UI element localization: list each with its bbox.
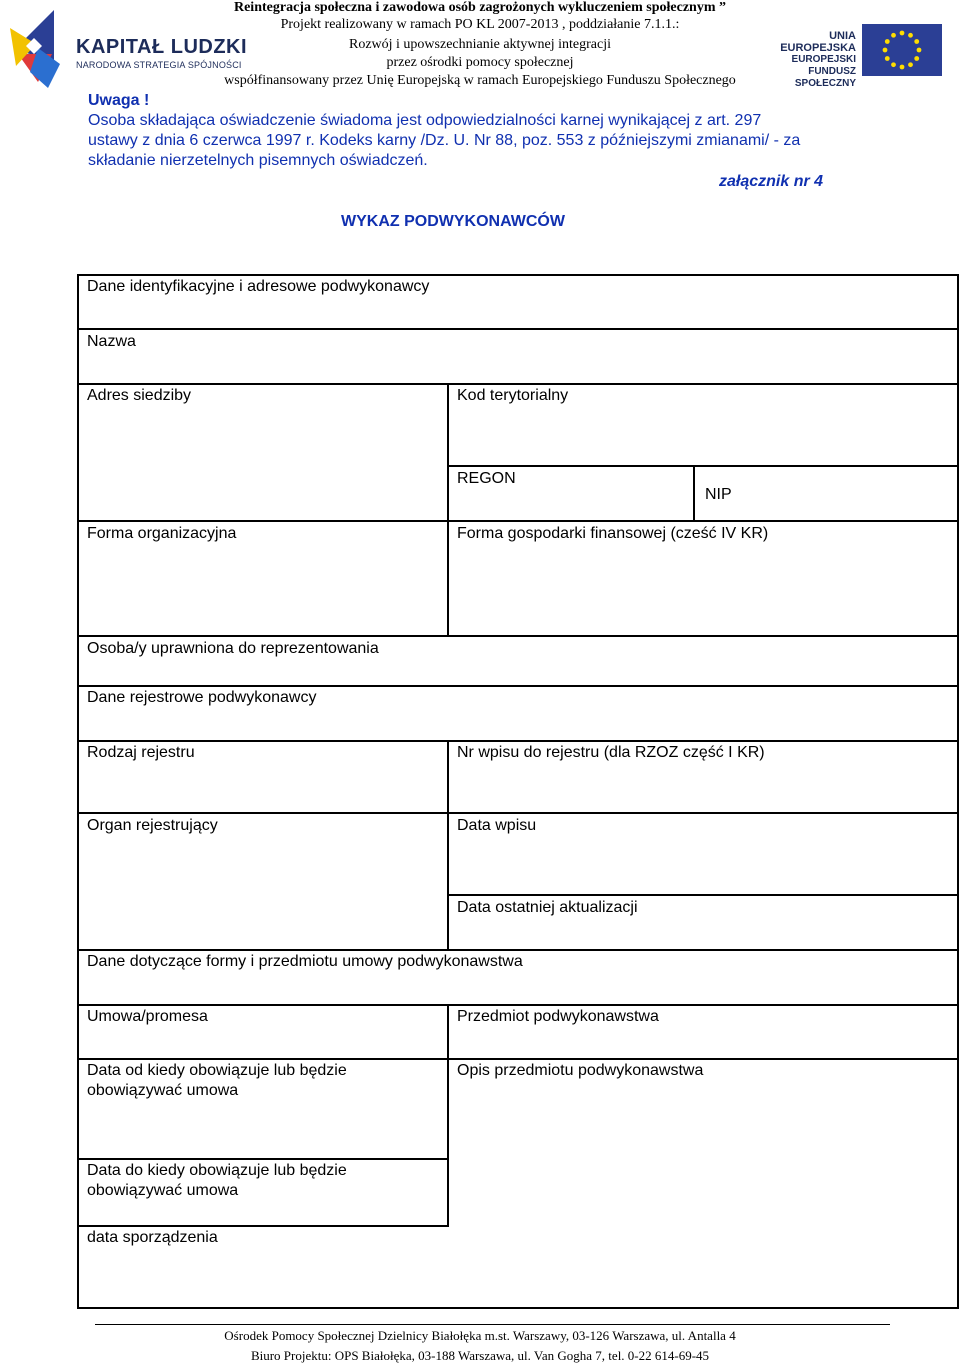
- eu-star-icon: [917, 48, 922, 53]
- warning-line-1: Osoba składająca oświadczenie świadoma jest odpowiedzialności karnej wynikającej z art. 297: [88, 112, 762, 129]
- warning-title: Uwaga !: [88, 92, 150, 109]
- field-territory-code-label: Kod terytorialny: [457, 387, 569, 404]
- header-line-5: współfinansowany przez Unię Europejską w ramach Europejskiego Funduszu Społecznego: [224, 73, 736, 88]
- field-preparation-date-label: data sporządzenia: [87, 1229, 218, 1246]
- field-subject-description-label: Opis przedmiotu podwykonawstwa: [457, 1062, 704, 1079]
- eu-flag-icon: [862, 24, 942, 76]
- header-line-1: Reintegracja społeczna i zawodowa osób zagrożonych wykluczeniem społecznym ”: [233, 0, 727, 15]
- field-date-to-label-2: obowiązywać umowa: [87, 1182, 239, 1199]
- page-title: WYKAZ PODWYKONAWCÓW: [341, 213, 565, 230]
- field-representative-label: Osoba/y uprawniona do reprezentowania: [87, 640, 379, 657]
- eu-star-icon: [883, 48, 888, 53]
- section-identification: Dane identyfikacyjne i adresowe podwykonawcy: [87, 278, 430, 295]
- footer-divider: [95, 1324, 890, 1325]
- field-name-label: Nazwa: [87, 333, 136, 350]
- eu-star-icon: [885, 39, 890, 44]
- field-regon-label: REGON: [457, 470, 516, 487]
- field-finance-form-label: Forma gospodarki finansowej (cześć IV KR): [457, 525, 769, 542]
- field-org-form-label: Forma organizacyjna: [87, 525, 237, 542]
- eu-star-icon: [908, 62, 913, 67]
- logo-left-subtitle: NARODOWA STRATEGIA SPÓJNOŚCI: [76, 60, 242, 70]
- eu-star-icon: [914, 39, 919, 44]
- eu-star-icon: [914, 56, 919, 61]
- attachment-label: załącznik nr 4: [719, 173, 824, 190]
- eu-star-icon: [885, 56, 890, 61]
- field-contract-label: Umowa/promesa: [87, 1008, 208, 1025]
- field-registering-authority-label: Organ rejestrujący: [87, 817, 218, 834]
- warning-line-2: ustawy z dnia 6 czerwca 1997 r. Kodeks karny /Dz. U. Nr 88, poz. 553 z późniejszymi zmianami/ - za: [88, 132, 801, 149]
- eu-star-icon: [891, 62, 896, 67]
- logo-right-line-3: FUNDUSZ SPOŁECZNY: [794, 66, 856, 89]
- field-subject-label: Przedmiot podwykonawstwa: [457, 1008, 659, 1025]
- eu-star-icon: [900, 31, 905, 36]
- section-registration: Dane rejestrowe podwykonawcy: [87, 689, 317, 706]
- header-line-4: przez ośrodki pomocy społecznej: [386, 55, 574, 70]
- field-nip-label: NIP: [705, 486, 732, 503]
- eu-star-icon: [900, 65, 905, 70]
- logo-right-text: [752, 30, 856, 90]
- field-entry-date-label: Data wpisu: [457, 817, 537, 834]
- header-line-2: Projekt realizowany w ramach PO KL 2007-2013 , poddziałanie 7.1.1.:: [280, 17, 680, 32]
- field-register-type-label: Rodzaj rejestru: [87, 744, 195, 761]
- footer-line-1: Ośrodek Pomocy Społecznej Dzielnicy Białołęka m.st. Warszawy, 03-126 Warszawa, ul. Antalla 4: [224, 1328, 736, 1343]
- field-date-to-label-1: Data do kiedy obowiązuje lub będzie: [87, 1162, 347, 1179]
- field-date-from-label-2: obowiązywać umowa: [87, 1082, 239, 1099]
- field-date-from-label-1: Data od kiedy obowiązuje lub będzie: [87, 1062, 347, 1079]
- logo-right-line-2: EUROPEJSKI: [791, 54, 856, 65]
- field-last-update-label: Data ostatniej aktualizacji: [457, 899, 638, 916]
- warning-line-3: składanie nierzetelnych pisemnych oświadczeń.: [88, 152, 428, 169]
- footer-line-2: Biuro Projektu: OPS Białołęka, 03-188 Warszawa, ul. Van Gogha 7, tel. 0-22 614-69-45: [250, 1348, 710, 1363]
- header-line-3: Rozwój i upowszechnianie aktywnej integracji: [348, 37, 612, 52]
- eu-star-icon: [891, 33, 896, 38]
- eu-star-icon: [908, 33, 913, 38]
- section-contract: Dane dotyczące formy i przedmiotu umowy podwykonawstwa: [87, 953, 523, 970]
- field-register-number-label: Nr wpisu do rejestru (dla RZOZ część I KR): [457, 744, 765, 761]
- logo-right-line-1: UNIA EUROPEJSKA: [780, 30, 856, 54]
- field-address-label: Adres siedziby: [87, 387, 192, 404]
- logo-left-title: KAPITAŁ LUDZKI: [76, 36, 248, 58]
